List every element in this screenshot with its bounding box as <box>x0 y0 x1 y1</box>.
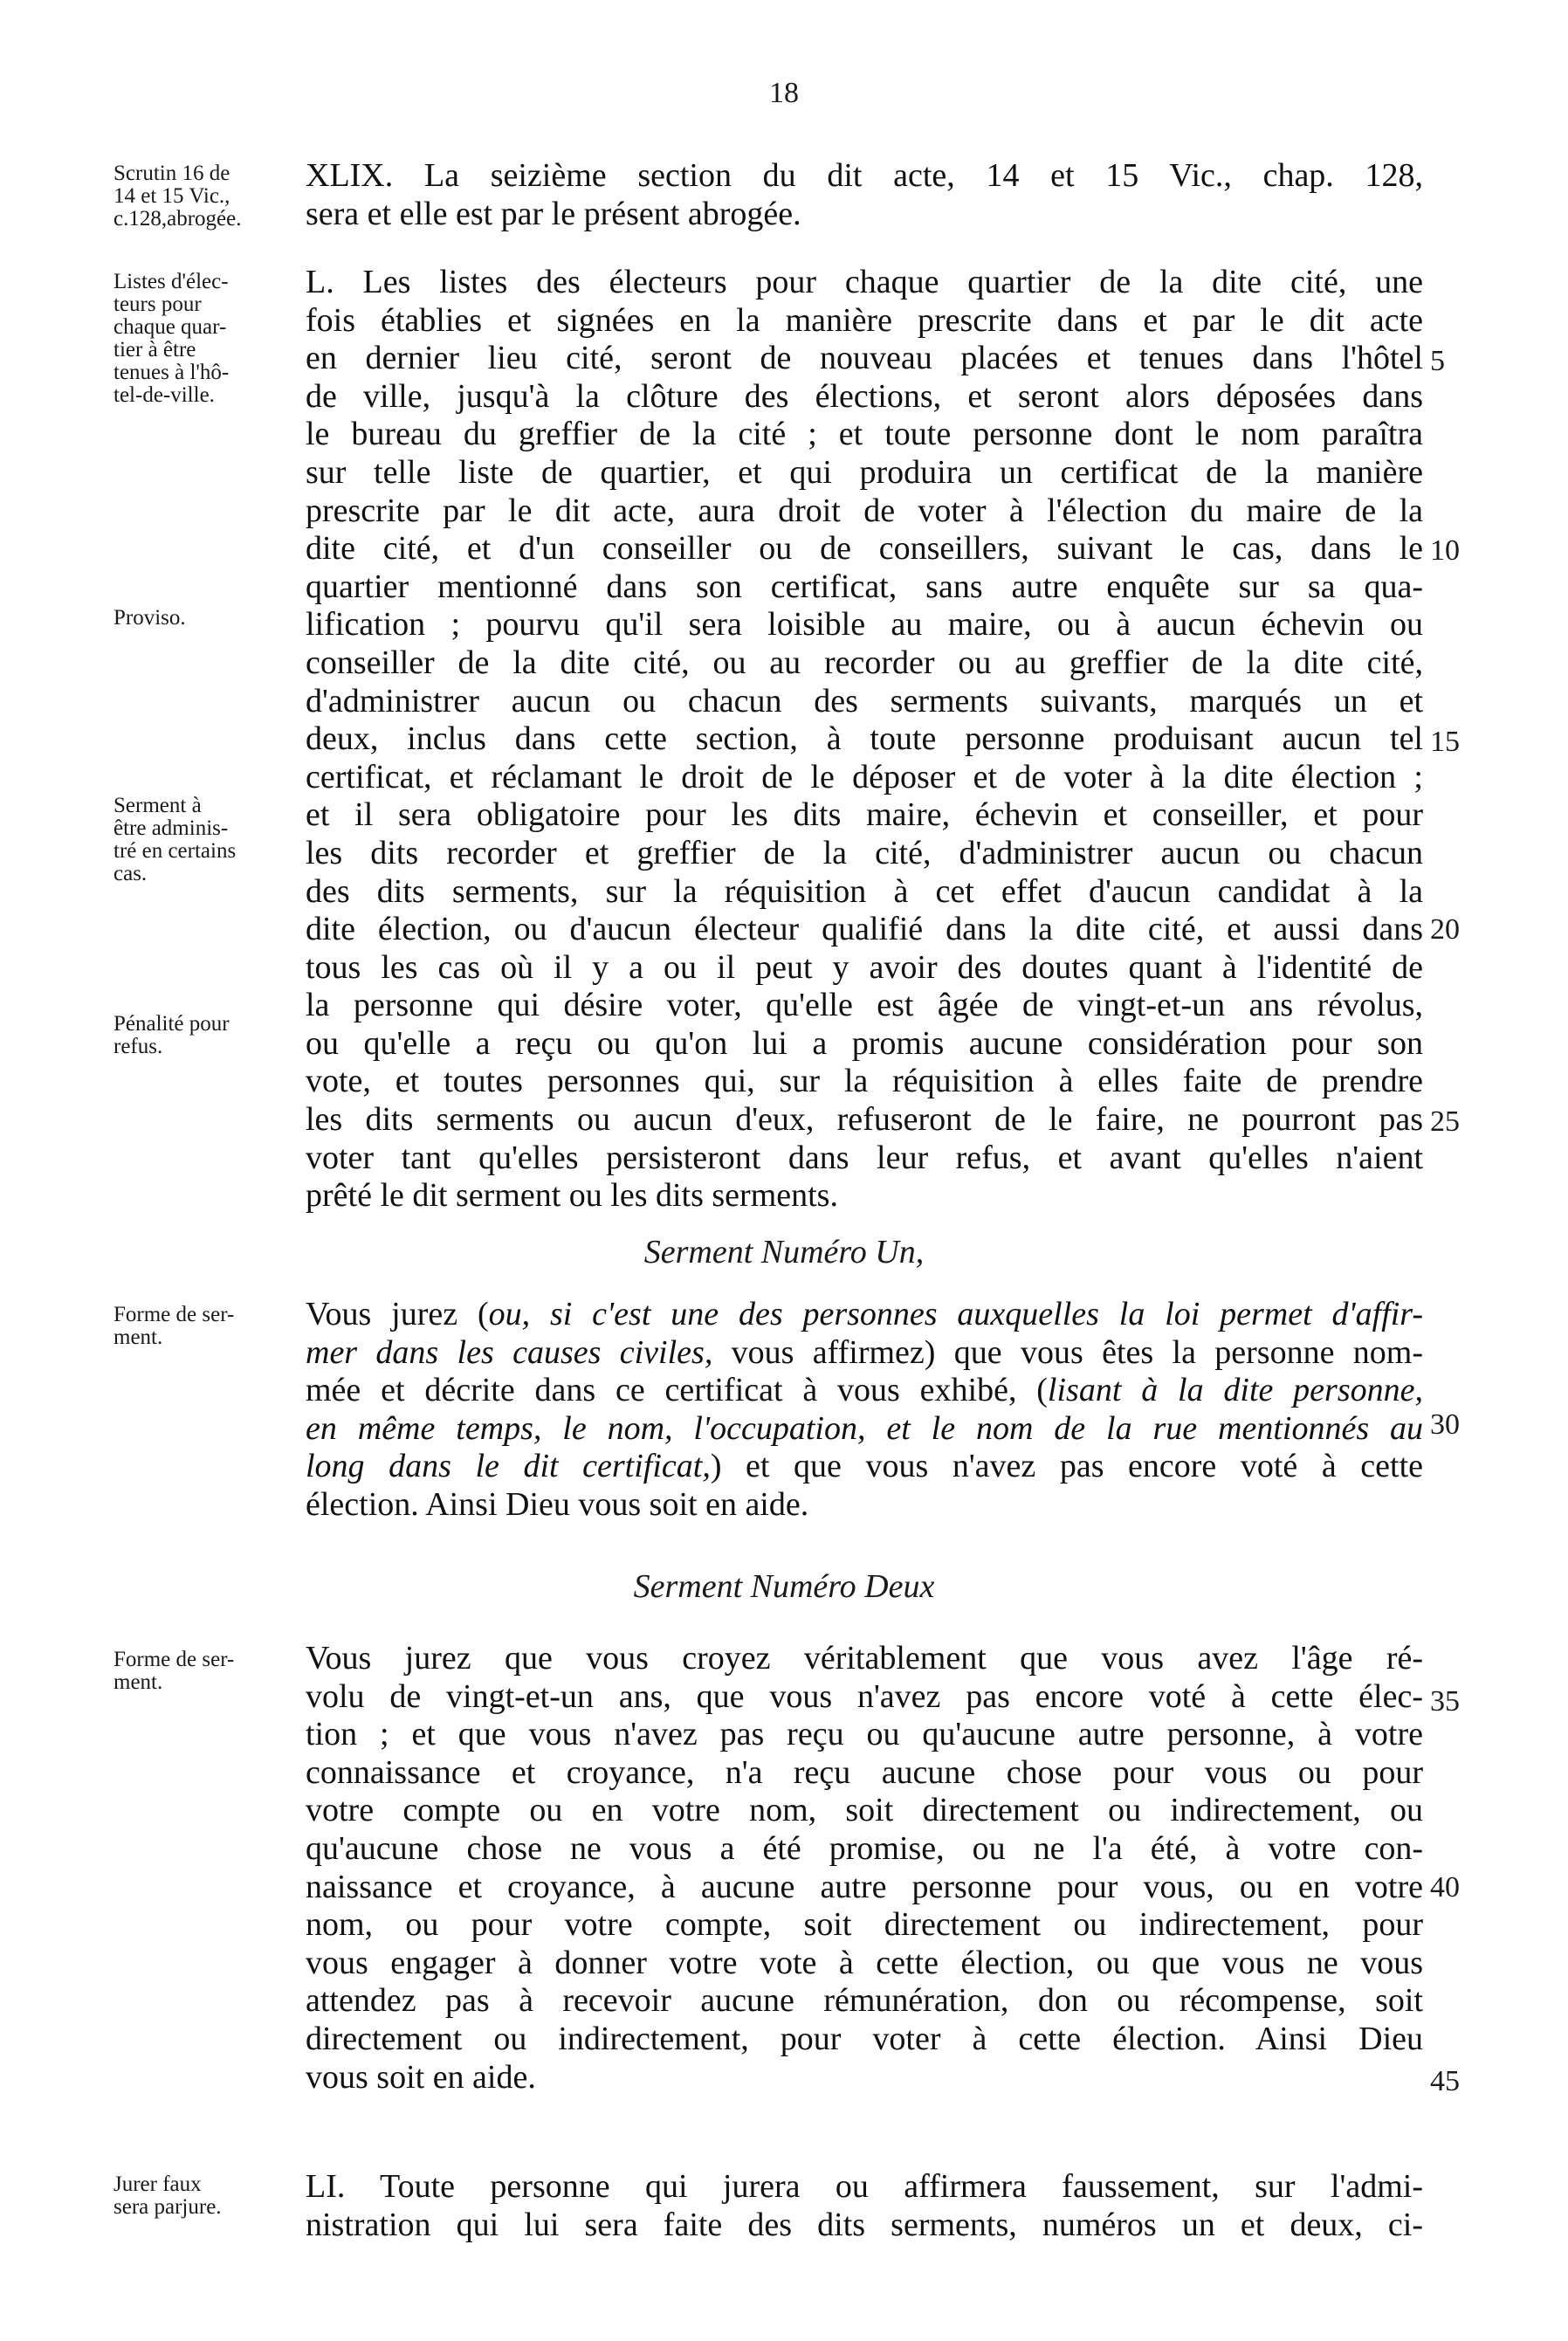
italic-run: long dans le dit certificat, <box>306 1448 711 1485</box>
margin-note-line: Serment à <box>113 794 202 817</box>
text-line: en dernier lieu cité, seront de nouveau placées et tenues dans l'hôtel <box>306 340 1423 377</box>
margin-note-line: Listes d'élec- <box>113 270 229 293</box>
text-line: lification ; pourvu qu'il sera loisible au maire, ou à aucun échevin ou <box>306 606 1423 644</box>
text-line: vous soit en aide. <box>306 2058 536 2096</box>
margin-note-serment <box>113 795 301 885</box>
text-run: Vous jurez ( <box>306 1296 489 1332</box>
text-line: d'administrer aucun ou chacun des serments suivants, marqués un et <box>306 682 1423 720</box>
text-line: directement ou indirectement, pour voter à cette élection. Ainsi Dieu <box>306 2020 1423 2057</box>
oath-1-title <box>0 1236 1568 1269</box>
text-line: des dits serments, sur la réquisition à cet effet d'aucun candidat à la <box>306 872 1423 910</box>
text-line: qu'aucune chose ne vous a été promise, ou ne l'a été, à votre con- <box>306 1829 1423 1867</box>
line-number: 5 <box>1430 345 1445 377</box>
text-line: connaissance et croyance, n'a reçu aucune chose pour vous ou pour <box>306 1753 1423 1791</box>
text-line <box>306 1448 1423 1486</box>
text-run: ) et que vous n'avez pas encore voté à cette <box>710 1448 1424 1485</box>
margin-note-line: ment. <box>113 1325 163 1349</box>
text-line: sera et elle est par le présent abrogée. <box>306 195 801 232</box>
section-l <box>306 264 1423 1215</box>
text-line: dite cité, et d'un conseiller ou de conseillers, suivant le cas, dans le <box>306 530 1423 568</box>
text-line: naissance et croyance, à aucune autre personne pour vous, ou en votre <box>306 1868 1423 1905</box>
margin-note-line: Scrutin 16 de <box>113 162 230 185</box>
margin-note-line: tel-de-ville. <box>113 383 215 407</box>
text-line: attendez pas à recevoir aucune rémunération, don ou récompense, soit <box>306 1982 1423 2020</box>
margin-note-line: Forme de ser- <box>113 1648 235 1671</box>
section-xlix <box>306 157 1423 233</box>
text-line: tous les cas où il y a ou il peut y avoir des doutes quant à l'identité de <box>306 948 1423 986</box>
margin-note-scrutin <box>113 162 301 231</box>
text-line: nom, ou pour votre compte, soit directement ou indirectement, pour <box>306 1906 1423 1944</box>
oath-1-title-text: Serment Numéro Un, <box>643 1234 925 1270</box>
italic-run: en même temps, le nom, l'occupation, et le nom de la rue mentionnés au <box>306 1409 1423 1447</box>
text-line: Vous jurez que vous croyez véritablement que vous avez l'âge ré- <box>306 1640 1423 1677</box>
text-run: vous affirmez) que vous êtes la personne nom- <box>712 1333 1424 1371</box>
text-line: prêté le dit serment ou les dits serments. <box>306 1177 838 1215</box>
line-number: 15 <box>1430 726 1460 758</box>
line-number: 40 <box>1430 1871 1460 1904</box>
margin-note-penalite <box>113 1013 301 1058</box>
text-run: mée et décrite dans ce certificat à vous exhibé, ( <box>306 1372 1048 1409</box>
text-line: nistration qui lui sera faite des dits serments, numéros un et deux, ci- <box>306 2206 1423 2243</box>
oath-1-text <box>306 1296 1423 1525</box>
text-line: vous engager à donner votre vote à cette élection, ou que vous ne vous <box>306 1944 1423 1981</box>
text-line: votre compte ou en votre nom, soit directement ou indirectement, ou <box>306 1792 1423 1829</box>
text-line: L. Les listes des électeurs pour chaque quartier de la dite cité, une <box>306 264 1423 300</box>
text-line <box>306 1296 1423 1334</box>
margin-note-line: sera parjure. <box>113 2195 222 2219</box>
oath-2-title-text: Serment Numéro Deux <box>633 1568 935 1605</box>
margin-note-line: 14 et 15 Vic., <box>113 184 230 208</box>
text-line <box>306 1410 1423 1449</box>
text-line: élection. Ainsi Dieu vous soit en aide. <box>306 1485 809 1523</box>
text-line <box>306 1372 1423 1410</box>
margin-note-line: tré en certains <box>113 839 237 863</box>
margin-note-line: tenues à l'hô- <box>113 361 230 384</box>
margin-note-line: c.128,abrogée. <box>113 207 242 231</box>
line-number: 45 <box>1430 2065 1460 2097</box>
oath-2-text <box>306 1640 1423 2097</box>
text-line: vote, et toutes personnes qui, sur la réquisition à elles faite de prendre <box>306 1063 1423 1100</box>
margin-note-listes <box>113 271 301 407</box>
line-number: 25 <box>1430 1105 1460 1138</box>
margin-note-line: Forme de ser- <box>113 1303 235 1326</box>
text-line: les dits serments ou aucun d'eux, refuseront de le faire, ne pourront pas <box>306 1101 1423 1139</box>
section-li <box>306 2168 1423 2244</box>
text-line <box>306 1334 1423 1373</box>
text-line: fois établies et signées en la manière prescrite dans et par le dit acte <box>306 301 1423 339</box>
text-line: le bureau du greffier de la cité ; et toute personne dont le nom paraîtra <box>306 416 1423 453</box>
text-line: de ville, jusqu'à la clôture des élections, et seront alors déposées dans <box>306 377 1423 415</box>
text-line: certificat, et réclamant le droit de le déposer et de voter à la dite élection ; <box>306 758 1423 795</box>
margin-note-jurer <box>113 2173 301 2219</box>
text-line: voter tant qu'elles persisteront dans leur refus, et avant qu'elles n'aient <box>306 1139 1423 1176</box>
text-line: volu de vingt-et-un ans, que vous n'avez pas encore voté à cette élec- <box>306 1677 1423 1715</box>
text-line: les dits recorder et greffier de la cité, d'administrer aucun ou chacun <box>306 834 1423 871</box>
line-number: 20 <box>1430 913 1460 946</box>
margin-note-line: tier à être <box>113 338 196 361</box>
margin-note-line: chaque quar- <box>113 315 227 339</box>
text-line: prescrite par le dit acte, aura droit de voter à l'élection du maire de la <box>306 492 1423 529</box>
text-line: XLIX. La seizième section du dit acte, 14 et 15 Vic., chap. 128, <box>306 157 1423 194</box>
page-number: 18 <box>769 77 799 109</box>
margin-note-forme-1 <box>113 1304 301 1349</box>
text-line: deux, inclus dans cette section, à toute personne produisant aucun tel <box>306 720 1423 758</box>
line-number: 30 <box>1430 1408 1460 1441</box>
margin-note-line: cas. <box>113 862 148 885</box>
margin-note-line: teurs pour <box>113 293 202 316</box>
line-number: 10 <box>1430 534 1460 567</box>
italic-run: lisant à la dite personne, <box>1047 1372 1423 1409</box>
margin-note-line: Pénalité pour <box>113 1012 230 1036</box>
text-line: dite élection, ou d'aucun électeur qualifié dans la dite cité, et aussi dans <box>306 911 1423 948</box>
margin-note-line: refus. <box>113 1035 163 1058</box>
text-line: ou qu'elle a reçu ou qu'on lui a promis aucune considération pour son <box>306 1024 1423 1062</box>
line-number: 35 <box>1430 1685 1460 1718</box>
margin-note-line: Proviso. <box>113 606 186 630</box>
italic-run: mer dans les causes civiles, <box>306 1333 713 1371</box>
margin-note-line: Jurer faux <box>113 2172 202 2196</box>
oath-2-title <box>0 1570 1568 1603</box>
text-line: conseiller de la dite cité, ou au recorder ou au greffier de la dite cité, <box>306 644 1423 681</box>
text-line: quartier mentionné dans son certificat, sans autre enquête sur sa qua- <box>306 568 1423 605</box>
italic-run: ou, si c'est une des personnes auxquelles la loi permet d'affir- <box>488 1296 1423 1332</box>
margin-note-line: être adminis- <box>113 816 229 840</box>
text-line: sur telle liste de quartier, et qui produira un certificat de la manière <box>306 453 1423 491</box>
text-line: et il sera obligatoire pour les dits maire, échevin et conseiller, et pour <box>306 796 1423 834</box>
margin-note-line: ment. <box>113 1670 163 1694</box>
margin-note-forme-2 <box>113 1649 301 1694</box>
text-line: tion ; et que vous n'avez pas reçu ou qu'aucune autre personne, à votre <box>306 1716 1423 1753</box>
text-line: LI. Toute personne qui jurera ou affirmera faussement, sur l'admi- <box>306 2168 1423 2205</box>
text-line: la personne qui désire voter, qu'elle est âgée de vingt-et-un ans révolus, <box>306 987 1423 1024</box>
margin-note-proviso <box>113 607 301 630</box>
